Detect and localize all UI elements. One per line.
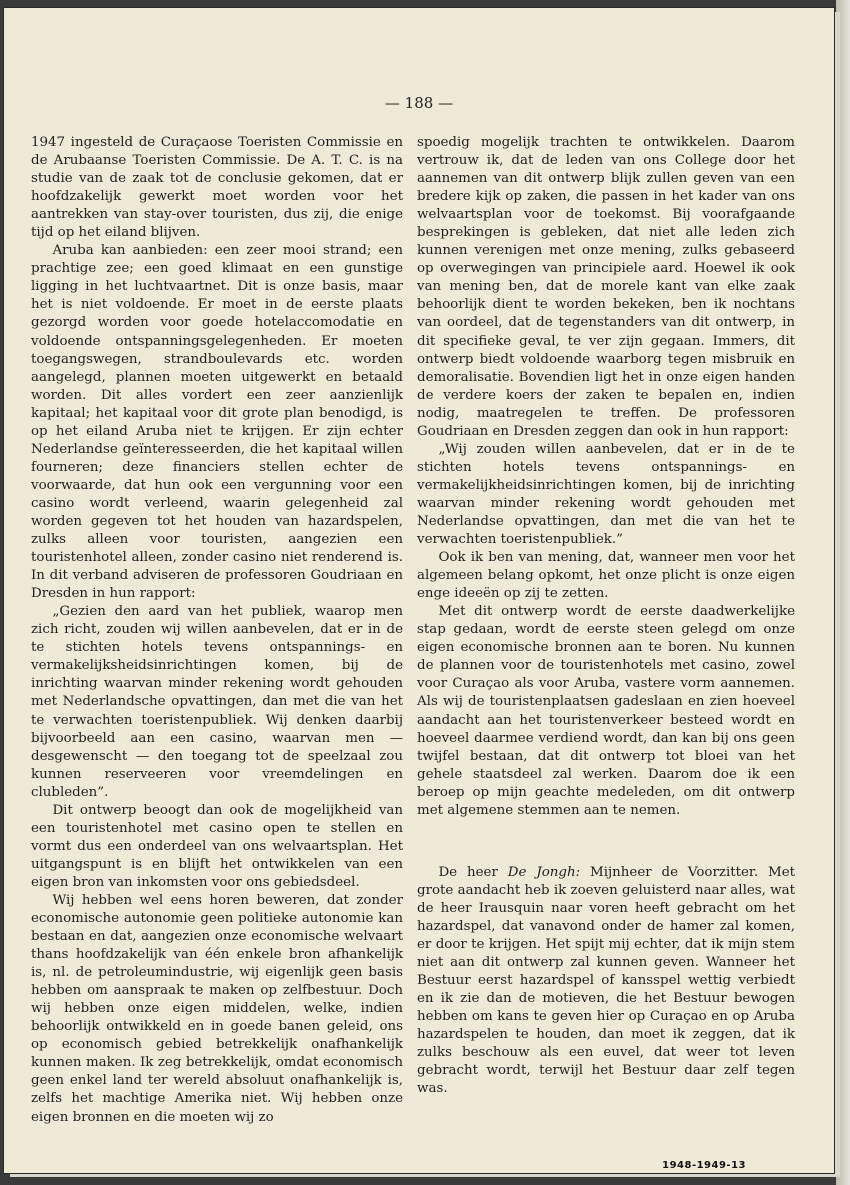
speech-intro: De heer [438,864,498,880]
footer-code: 1948-1949-13 [662,1160,746,1171]
paragraph: Met dit ontwerp wordt de eerste daadwerkelijke stap gedaan, wordt de eerste steen gelegd om onze eigen economische bronnen aan te boren. Nu kunnen de plannen voor de touristenhotels met casino, zowel voor Curaçao als voor Aruba, vastere vorm aannemen. Als wij de touristenplaatsen gadeslaan en zien hoeveel aandacht aan het touristenverkeer besteed wordt en hoeveel daarmee verdiend wordt, dan kan bij ons geen twijfel bestaan, dat dit ontwerp tot bloei van het gehele staatsdeel zal werken. Daarom doe ik een beroep op mijn geachte medeleden, om dit ontwerp met algemene stemmen aan te nemen. [417,604,795,818]
page-edge [836,0,850,1185]
quote-paragraph: „Gezien den aard van het publiek, waarop men zich richt, zouden wij willen aanbevelen, dat er in de te stichten hotels tevens ontspannings- en vermakelijksheidsinrichtingen komen, bij de inrichting waarvan minder rekening wordt gehouden met Nederlandsche opvattingen, dan met die van het te verwachten toeristenpubliek. Wij denken daarbij bijvoorbeeld aan een casino, waarvan men — desgewenscht — den toegang tot de speelzaal zou kunnen reserveeren voor vreemdelingen en clubleden”. [31,604,403,800]
paragraph: Ook ik ben van mening, dat, wanneer men voor het algemeen belang opkomt, het onze plicht is onze eigen enge ideeën op zij te zetten. [417,550,795,602]
speaker-name: De Jongh: [507,864,581,880]
paragraph: Dit ontwerp beoogt dan ook de mogelijkheid van een touristenhotel met casino open te stellen en vormt dus een onderdeel van ons welvaartsplan. Het uitgangspunt is en blijft het ontwikkelen van een eigen bron van inkomsten voor ons gebiedsdeel. [31,802,403,890]
section-gap [417,820,795,864]
quote-paragraph: „Wij zouden willen aanbevelen, dat er in de te stichten hotels tevens ontspannings- en vermakelijkheidsinrichtingen komen, bij de inrichting waarvan minder rekening wordt gehouden met Nederlandse opvattingen, dan met die van het te verwachten toeristenpubliek.” [417,441,795,548]
speech-paragraph [417,864,795,1099]
left-column [31,134,403,1127]
paragraph: Wij hebben wel eens horen beweren, dat zonder economische autonomie geen politieke autonomie kan bestaan en dat, aangezien onze economische welvaart thans hoofdzakelijk van één enkele bron afhankelijk is, nl. de petroleumindustrie, wij eigenlijk geen basis hebben om aanspraak te maken op zelfbestuur. Doch wij hebben onze eigen middelen, welke, indien behoorlijk ontwikkeld en in goede banen geleid, ons op economisch gebied betrekkelijk onafhankelijk kunnen maken. Ik zeg betrekkelijk, omdat economisch geen enkel land ter wereld absoluut onafhankelijk is, zelfs het machtige Amerika niet. Wij hebben onze eigen bronnen en die moeten wij zo [31,892,403,1125]
paragraph: 1947 ingesteld de Curaçaose Toeristen Commissie en de Arubaanse Toeristen Commissie. De A. T. C. is na studie van de zaak tot de conclusie gekomen, dat er hoofdzakelijk gewerkt moet worden voor het aantrekken van stay-over touristen, dus zij, die enige tijd op het eiland blijven. [31,135,403,241]
paragraph: Aruba kan aanbieden: een zeer mooi strand; een prachtige zee; een goed klimaat en een gunstige ligging in het luchtvaartnet. Dit is onze basis, maar het is niet voldoende. Er moet in de eerste plaats gezorgd worden voor goede hotelaccomodatie en voldoende ontspanningsgelegenheden. Er moeten toegangswegen, strandboulevards etc. worden aangelegd, plannen moeten uitgewerkt en betaald worden. Dit alles vordert een zeer aanzienlijk kapitaal; het kapitaal voor dit grote plan benodigd, is op het eiland Aruba niet te krijgen. Er zijn echter Nederlandse geïnteresseerden, die het kapitaal willen fourneren; deze financiers stellen echter de voorwaarde, dat hun ook een vergunning voor een casino wordt verleend, waarin gelegenheid zal worden gegeven tot het houden van hazardspelen, zulks alleen voor touristen, aangezien een touristenhotel alleen, zonder casino niet renderend is. In dit verband adviseren de professoren Goudriaan en Dresden in hun rapport: [31,243,403,602]
speech-text: Mijnheer de Voorzitter. Met grote aandacht heb ik zoeven geluisterd naar alles, wat de heer Irausquin naar voren heeft gebracht om het hazardspel, dat vanavond onder de hamer zal komen, er door te krijgen. Het spijt mij echter, dat ik mijn stem niet aan dit ontwerp zal kunnen geven. Wanneer het Bestuur eerst hazardspel of kansspel wettig verbiedt en ik zie dan de motieven, die het Bestuur bewogen hebben om kans te geven hier op Curaçao en op Aruba hazardspelen te houden, dan moet ik zeggen, dat ik zulks beschouw als een euvel, dat weer tot leven gebracht wordt, terwijl het Bestuur daar zelf tegen was. [417,864,796,1097]
right-column [417,134,795,1098]
page-number: — 188 — [384,94,454,112]
paragraph: spoedig mogelijk trachten te ontwikkelen. Daarom vertrouw ik, dat de leden van ons College door het aannemen van dit ontwerp blijk zullen geven van een bredere kijk op zaken, die passen in het kader van ons welvaartsplan voor de toekomst. Bij voorafgaande besprekingen is gebleken, dat niet alle leden zich kunnen verenigen met onze mening, zulks gebaseerd op overwegingen van principiele aard. Hoewel ik ook van mening ben, dat de morele kant van elke zaak behoorlijk dient te worden bekeken, ben ik nochtans van oordeel, dat de tegenstanders van dit ontwerp, in dit specifieke geval, te ver zijn gegaan. Immers, dit ontwerp biedt voldoende waarborg tegen misbruik en demoralisatie. Bovendien ligt het in onze eigen handen de verdere koers der zaken te bepalen en, indien nodig, maatregelen te treffen. De professoren Goudriaan en Dresden zeggen dan ook in hun rapport: [417,135,795,439]
document-page [4,8,834,1173]
